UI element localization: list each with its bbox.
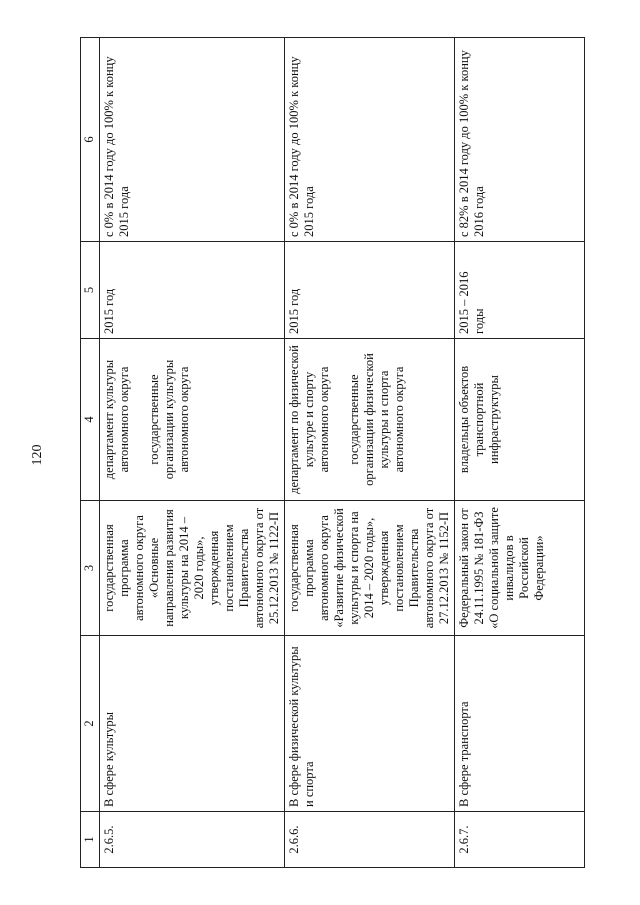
result-cell: с 0% в 2014 году до 100% к концу 2015 года bbox=[285, 38, 455, 242]
table-row bbox=[455, 38, 585, 868]
column-header: 1 bbox=[81, 812, 100, 868]
term-cell: 2015 год bbox=[285, 242, 455, 339]
page-number: 120 bbox=[30, 444, 45, 466]
table-row bbox=[100, 38, 285, 868]
column-header: 5 bbox=[81, 242, 100, 339]
executor-secondary: государственные организации физической культуры и спорта автономного округа bbox=[347, 353, 406, 486]
column-header: 4 bbox=[81, 339, 100, 501]
document-cell: государственная программа автономного округа «Развитие физической культуры и спорта на 2014 – 2020 годы», утвержденная постановлением Правительства автономного округа от 27.12.2013 № 1152-П bbox=[285, 501, 455, 636]
result-cell: с 82% в 2014 году до 100% к концу 2016 года bbox=[455, 38, 585, 242]
executor-secondary: государственные организации культуры автономного округа bbox=[147, 359, 191, 480]
column-header: 6 bbox=[81, 38, 100, 242]
row-number: 2.6.7. bbox=[455, 812, 585, 868]
executor-primary: департамент культуры автономного округа bbox=[102, 359, 131, 480]
executor-primary: департамент по физической культуре и спорту автономного округа bbox=[287, 345, 331, 494]
executor-cell bbox=[455, 339, 585, 501]
column-header: 2 bbox=[81, 636, 100, 812]
term-cell: 2015 – 2016 годы bbox=[455, 242, 585, 339]
row-number: 2.6.6. bbox=[285, 812, 455, 868]
row-number: 2.6.5. bbox=[100, 812, 285, 868]
sphere-cell: В сфере физической культуры и спорта bbox=[285, 636, 455, 812]
table-row bbox=[285, 38, 455, 868]
executor-cell bbox=[285, 339, 455, 501]
executor-primary: владельцы объектов транспортной инфраструктуры bbox=[457, 365, 501, 474]
document-cell: государственная программа автономного округа «Основные направления развития культуры на 2014 – 2020 годы», утвержденная постановлением Правительства автономного округа от 25.12.2013 № 1122-П bbox=[100, 501, 285, 636]
measures-table bbox=[80, 37, 585, 868]
column-header: 3 bbox=[81, 501, 100, 636]
sphere-cell: В сфере культуры bbox=[100, 636, 285, 812]
header-row bbox=[81, 38, 100, 868]
rotated-table-wrapper bbox=[80, 38, 550, 868]
executor-cell bbox=[100, 339, 285, 501]
sphere-cell: В сфере транспорта bbox=[455, 636, 585, 812]
document-cell: Федеральный закон от 24.11.1995 № 181-ФЗ «О социальной защите инвалидов в Российской Федерации» bbox=[455, 501, 585, 636]
term-cell: 2015 год bbox=[100, 242, 285, 339]
result-cell: с 0% в 2014 году до 100% к концу 2015 года bbox=[100, 38, 285, 242]
